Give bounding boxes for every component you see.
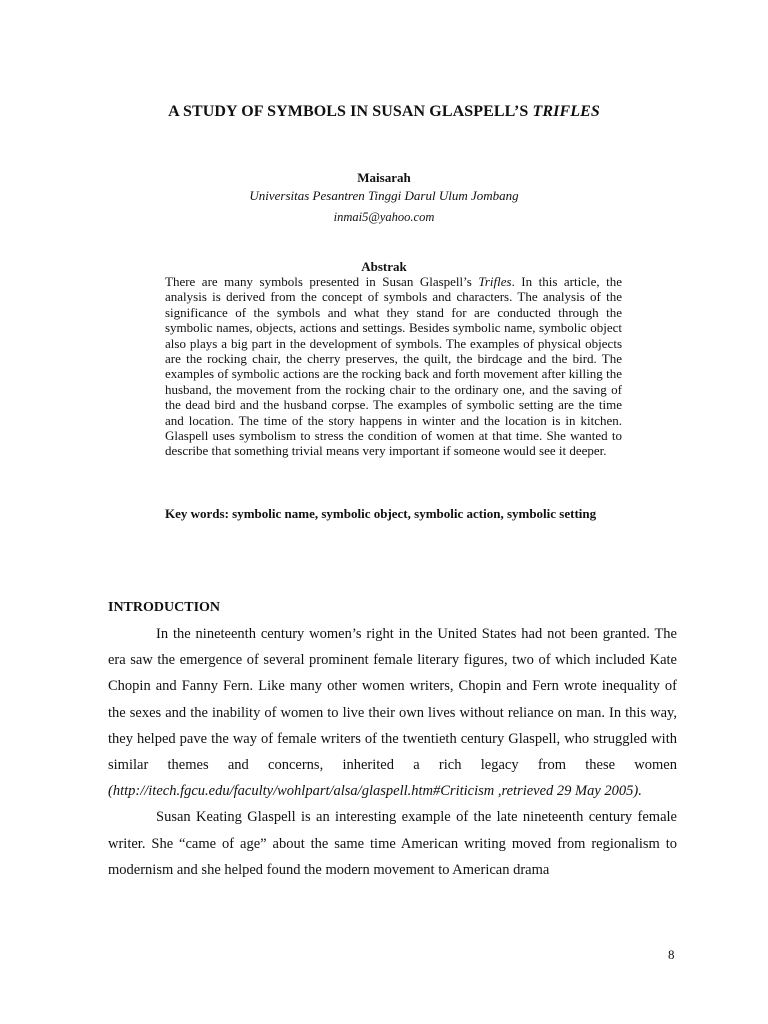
- introduction-paragraph-1: [108, 621, 677, 804]
- introduction-body: [108, 621, 677, 883]
- author-affiliation: Universitas Pesantren Tinggi Darul Ulum Jombang: [249, 188, 519, 203]
- paper-title: [0, 103, 768, 121]
- paragraph-1-text: In the nineteenth century women’s right in the United States had not been granted. The era saw the emergence of several prominent female literary figures, two of which included Kate Chopin and Fanny Fern. Like many other women writers, Chopin and Fern wrote inequality of the sexes and the inability of women to live their own lives without reliance on man. In this way, they helped pave the way of female writers of the twentieth century Glaspell, who struggled with similar themes and concerns, inherited a rich legacy from these women: [108, 626, 677, 774]
- abstract-heading: Abstrak: [361, 259, 407, 274]
- page-number: 8: [668, 947, 675, 962]
- title-text: A STUDY OF SYMBOLS IN SUSAN GLASPELL’S: [168, 103, 533, 120]
- introduction-paragraph-2: Susan Keating Glaspell is an interesting example of the late nineteenth century female writer. She “came of age” about the same time American writing moved from regionalism to modernism and she helped found the modern movement to American drama: [108, 809, 677, 878]
- keywords: Key words: symbolic name, symbolic object, symbolic action, symbolic setting: [165, 506, 597, 521]
- introduction-heading: INTRODUCTION: [108, 600, 221, 615]
- title-work: TRIFLES: [532, 103, 600, 120]
- citation-link: (http://itech.fgcu.edu/faculty/wohlpart/alsa/glaspell.htm#Criticism ,retrieved 29 May 2005).: [108, 783, 642, 800]
- author-name: Maisarah: [357, 170, 411, 185]
- abstract-work: Trifles: [478, 274, 512, 289]
- abstract-body: [165, 274, 622, 459]
- author-email: inmai5@yahoo.com: [333, 210, 435, 224]
- abstract-text-after: . In this article, the analysis is derived from the concept of symbols and characters. The analysis of the significance of the symbols and what they stand for are conducted through the symbolic names, objects, actions and settings. Besides symbolic name, symbolic object also plays a big part in the development of symbols. The examples of physical objects are the rocking chair, the cherry preserves, the quilt, the birdcage and the bird. The examples of symbolic actions are the rocking back and forth movement after killing the husband, the movement from the rocking chair to the ordinary one, and the saving of the dead bird and the husband corpse. The examples of symbolic setting are the time and location. The time of the story happens in winter and the location is in kitchen. Glaspell uses symbolism to stress the condition of women at that time. She wanted to describe that something trivial means very important if someone would see it deeper.: [165, 274, 622, 459]
- abstract-text-before: There are many symbols presented in Susan Glaspell’s: [165, 274, 479, 289]
